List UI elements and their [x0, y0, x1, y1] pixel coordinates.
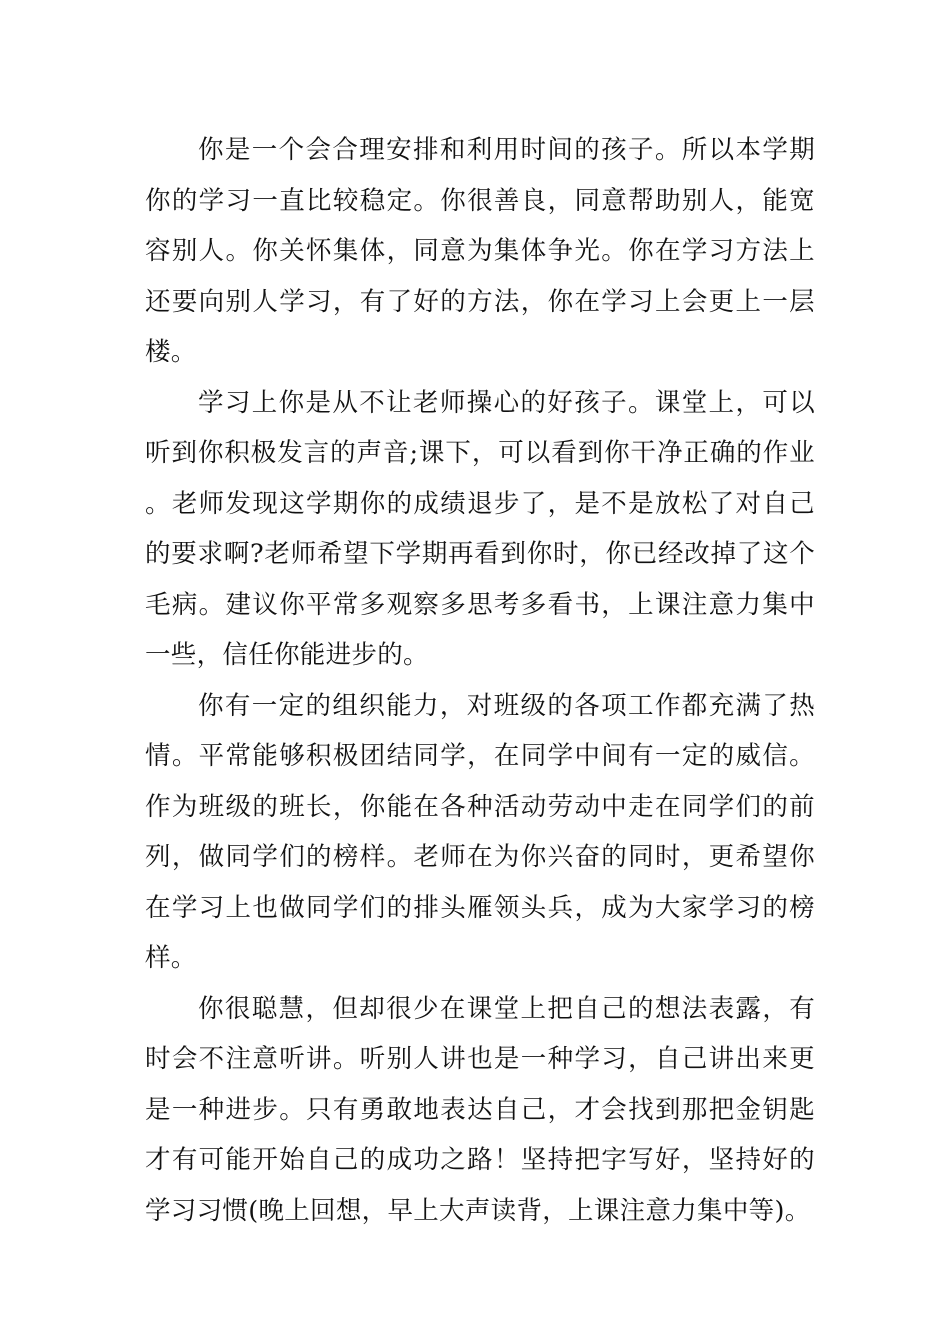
paragraph-4: 你很聪慧，但却很少在课堂上把自己的想法表露，有时会不注意听讲。听别人讲也是一种学习，自己讲出来更是一种进步。只有勇敢地表达自己，才会找到那把金钥匙才有可能开始自己的成功之路！坚持把字写好，坚持好的学习习惯(晚上回想，早上大声读背，上课注意力集中等)。 — [145, 993, 815, 1226]
paragraph-1: 你是一个会合理安排和利用时间的孩子。所以本学期你的学习一直比较稳定。你很善良，同意帮助别人，能宽容别人。你关怀集体，同意为集体争光。你在学习方法上还要向别人学习，有了好的方法，你在学习上会更上一层楼。 — [145, 135, 815, 367]
document-body — [145, 125, 815, 1236]
paragraph-2: 学习上你是从不让老师操心的好孩子。课堂上，可以听到你积极发言的声音;课下，可以看到你干净正确的作业。老师发现这学期你的成绩退步了，是不是放松了对自己的要求啊?老师希望下学期再看到你时，你已经改掉了这个毛病。建议你平常多观察多思考多看书，上课注意力集中一些，信任你能进步的。 — [145, 387, 815, 670]
paragraph-3: 你有一定的组织能力，对班级的各项工作都充满了热情。平常能够积极团结同学，在同学中间有一定的威信。作为班级的班长，你能在各种活动劳动中走在同学们的前列，做同学们的榜样。老师在为你兴奋的同时，更希望你在学习上也做同学们的排头雁领头兵，成为大家学习的榜样。 — [145, 690, 815, 973]
